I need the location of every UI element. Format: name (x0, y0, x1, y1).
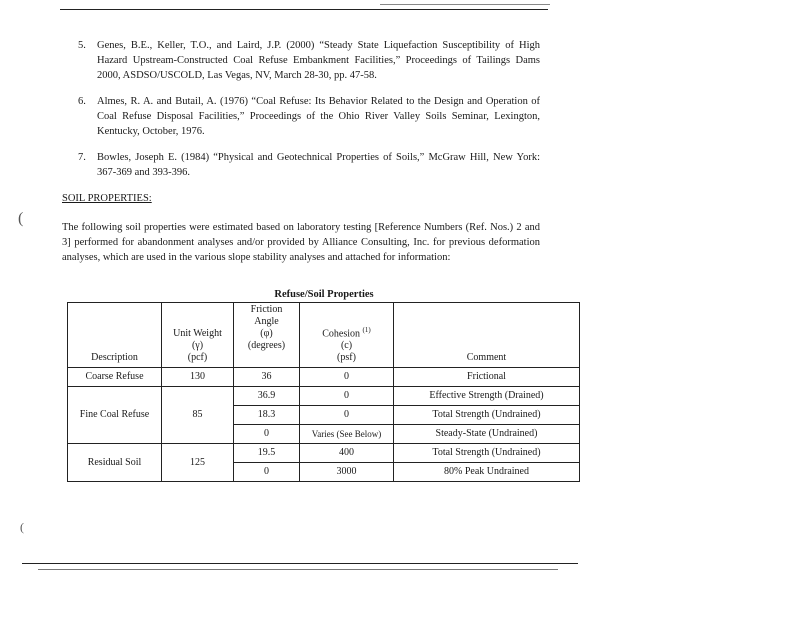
cell-cohesion: 0 (300, 368, 394, 387)
section-heading: SOIL PROPERTIES: (62, 193, 152, 204)
cell-comment: Effective Strength (Drained) (394, 387, 580, 406)
cell-cohesion: 400 (300, 444, 394, 463)
intro-paragraph: The following soil properties were estimated based on laboratory testing [Reference Numbers (Ref. Nos.) 2 and 3] performed for abandonment analyses and/or provided by Alliance Consulting, Inc. for previous deformation analyses, which are used in the various slope stability analyses and attached for information: (62, 222, 540, 263)
reference-item (78, 94, 540, 139)
cell-cohesion: 3000 (300, 463, 394, 482)
table-header-row (68, 303, 580, 368)
top-rule (60, 9, 548, 10)
header-description: Description (68, 303, 162, 368)
soil-properties-table (67, 302, 580, 482)
cell-friction-angle: 0 (234, 425, 300, 444)
scan-mark: ( (18, 210, 24, 227)
cell-comment: Total Strength (Undrained) (394, 444, 580, 463)
cell-unit-weight: 85 (162, 387, 234, 444)
reference-number: 5. (78, 40, 86, 51)
cell-friction-angle: 36.9 (234, 387, 300, 406)
cell-friction-angle: 0 (234, 463, 300, 482)
cell-comment: Total Strength (Undrained) (394, 406, 580, 425)
header-comment: Comment (394, 303, 580, 368)
reference-item (78, 150, 540, 180)
reference-number: 7. (78, 152, 86, 163)
table-row (68, 444, 580, 463)
cell-description: Fine Coal Refuse (68, 387, 162, 444)
cell-description: Residual Soil (68, 444, 162, 482)
table-row (68, 368, 580, 387)
cell-friction-angle: 18.3 (234, 406, 300, 425)
reference-item (78, 38, 540, 83)
table-row (68, 387, 580, 406)
top-rule-secondary (380, 4, 550, 5)
cell-friction-angle: 19.5 (234, 444, 300, 463)
cell-comment: Steady-State (Undrained) (394, 425, 580, 444)
reference-text: Bowles, Joseph E. (1984) “Physical and Geotechnical Properties of Soils,” McGraw Hill, New York: 367-369 and 393-396. (97, 152, 540, 178)
bottom-rule (22, 563, 578, 564)
header-friction-angle: Friction Angle (φ) (degrees) (234, 303, 300, 368)
cell-comment: 80% Peak Undrained (394, 463, 580, 482)
cell-cohesion: 0 (300, 387, 394, 406)
reference-number: 6. (78, 96, 86, 107)
table-caption: Refuse/Soil Properties (274, 289, 374, 300)
cell-cohesion: Varies (See Below) (300, 425, 394, 444)
scan-mark: ( (20, 520, 24, 534)
reference-text: Almes, R. A. and Butail, A. (1976) “Coal Refuse: Its Behavior Related to the Design and Operation of Coal Refuse Disposal Facilities,” Proceedings of the Ohio River Valley Soils Seminar, Lexington, Kentucky, October, 1976. (97, 96, 540, 137)
header-unit-weight: Unit Weight (γ) (pcf) (162, 303, 234, 368)
cell-unit-weight: 125 (162, 444, 234, 482)
bottom-rule-secondary (38, 569, 558, 570)
header-cohesion: Cohesion $^{(1)}$ (c) (psf) (300, 303, 394, 368)
cell-description: Coarse Refuse (68, 368, 162, 387)
cell-cohesion: 0 (300, 406, 394, 425)
cell-unit-weight: 130 (162, 368, 234, 387)
reference-text: Genes, B.E., Keller, T.O., and Laird, J.P. (2000) “Steady State Liquefaction Susceptibility of High Hazard Upstream-Constructed Coal Refuse Embankment Facilities,” Proceedings of Tailings Dams 2000, ASDSO/USCOLD, Las Vegas, NV, March 28-30, pp. 47-58. (97, 40, 540, 81)
cell-friction-angle: 36 (234, 368, 300, 387)
cell-comment: Frictional (394, 368, 580, 387)
